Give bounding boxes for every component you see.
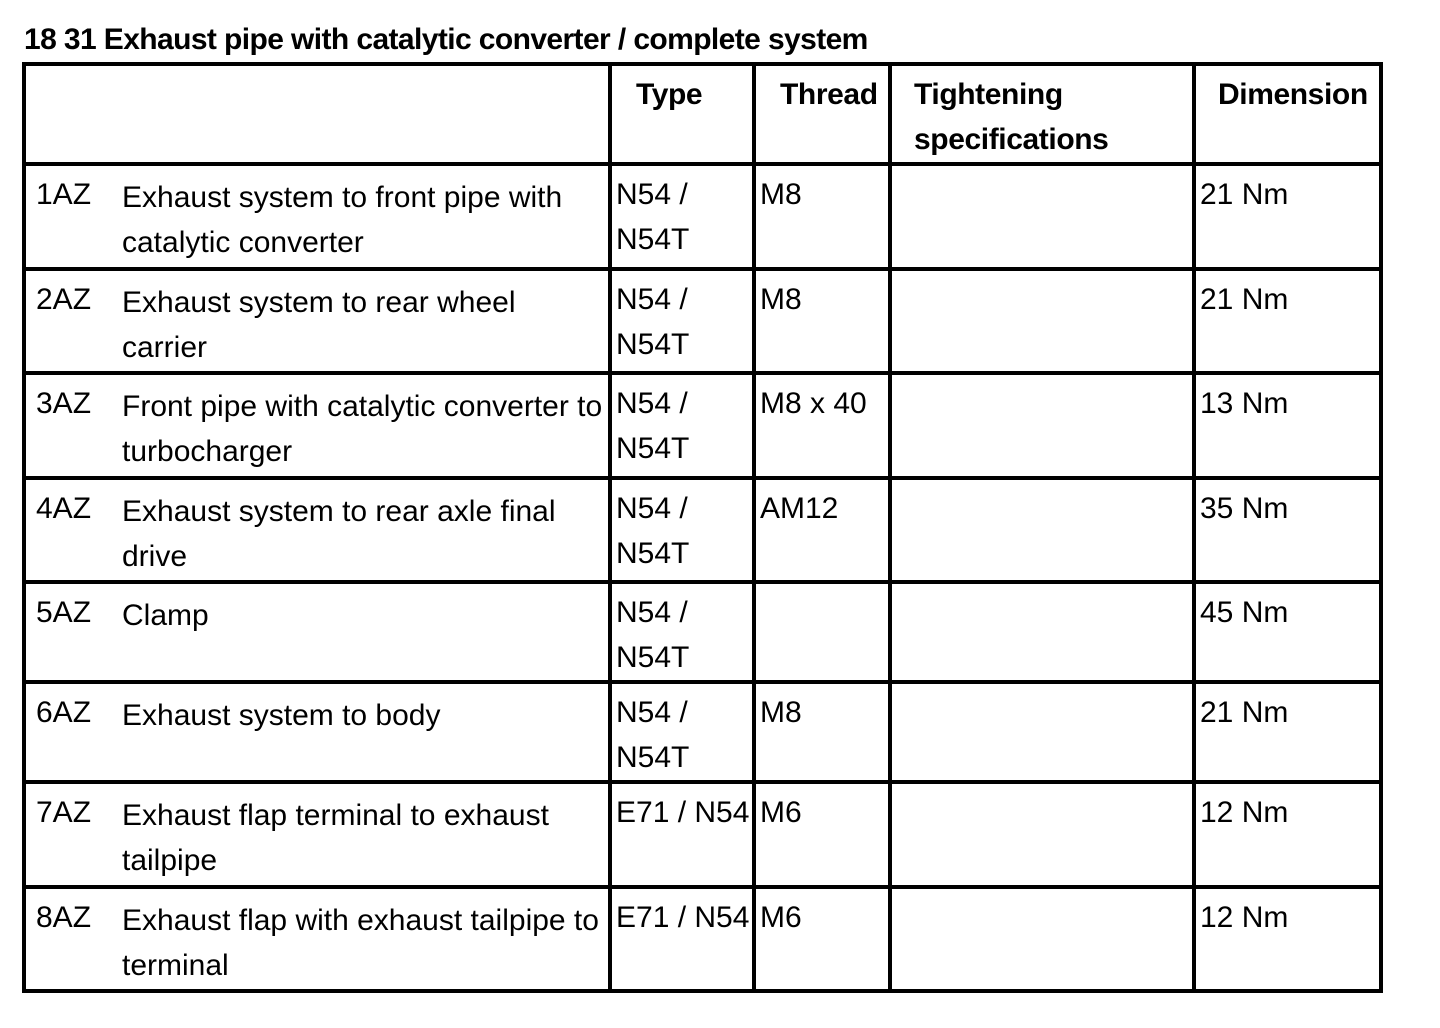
thread-cell: M6 bbox=[754, 782, 890, 887]
item-cell bbox=[24, 682, 610, 782]
item-cell bbox=[24, 478, 610, 582]
dimension-cell: 21 Nm bbox=[1194, 269, 1381, 373]
table-row bbox=[24, 373, 1381, 478]
table-row bbox=[24, 782, 1381, 887]
thread-cell bbox=[754, 582, 890, 682]
tightening-cell bbox=[890, 682, 1194, 782]
thread-cell: M8 bbox=[754, 164, 890, 269]
table-row bbox=[24, 478, 1381, 582]
item-code: 5AZ bbox=[36, 596, 92, 629]
item-description: Front pipe with catalytic converter to turbocharger bbox=[122, 390, 603, 468]
thread-cell: M6 bbox=[754, 887, 890, 991]
item-cell bbox=[24, 887, 610, 991]
item-description: Exhaust flap terminal to exhaust tailpipe bbox=[122, 799, 549, 877]
type-cell: N54 / N54T bbox=[610, 164, 754, 269]
dimension-cell: 13 Nm bbox=[1194, 373, 1381, 478]
item-description: Clamp bbox=[122, 599, 209, 632]
table-row bbox=[24, 582, 1381, 682]
item-cell bbox=[24, 164, 610, 269]
item-description: Exhaust system to rear axle final drive bbox=[122, 495, 556, 573]
type-cell: N54 / N54T bbox=[610, 682, 754, 782]
tightening-cell bbox=[890, 164, 1194, 269]
dimension-cell: 21 Nm bbox=[1194, 682, 1381, 782]
header-type: Type bbox=[610, 64, 754, 164]
thread-cell: M8 bbox=[754, 682, 890, 782]
tightening-cell bbox=[890, 478, 1194, 582]
type-cell: N54 / N54T bbox=[610, 582, 754, 682]
table-row bbox=[24, 887, 1381, 991]
item-code: 1AZ bbox=[36, 178, 92, 211]
table-header-row bbox=[24, 64, 1381, 164]
tightening-spec-table bbox=[22, 62, 1383, 993]
type-cell: N54 / N54T bbox=[610, 373, 754, 478]
item-code: 3AZ bbox=[36, 387, 92, 420]
item-cell bbox=[24, 373, 610, 478]
item-cell bbox=[24, 269, 610, 373]
dimension-cell: 12 Nm bbox=[1194, 782, 1381, 887]
thread-cell: AM12 bbox=[754, 478, 890, 582]
tightening-cell bbox=[890, 582, 1194, 682]
item-code: 6AZ bbox=[36, 696, 92, 729]
item-description: Exhaust system to front pipe with catalytic converter bbox=[122, 181, 563, 259]
type-cell: N54 / N54T bbox=[610, 269, 754, 373]
type-cell: N54 / N54T bbox=[610, 478, 754, 582]
page-title: 18 31 Exhaust pipe with catalytic converter / complete system bbox=[24, 23, 868, 56]
item-code: 2AZ bbox=[36, 283, 92, 316]
tightening-cell bbox=[890, 269, 1194, 373]
item-description: Exhaust system to body bbox=[122, 699, 441, 732]
type-cell: E71 / N54 bbox=[610, 782, 754, 887]
table-row bbox=[24, 164, 1381, 269]
dimension-cell: 21 Nm bbox=[1194, 164, 1381, 269]
item-code: 8AZ bbox=[36, 901, 92, 934]
table-row bbox=[24, 682, 1381, 782]
tightening-cell bbox=[890, 373, 1194, 478]
item-description: Exhaust system to rear wheel carrier bbox=[122, 286, 516, 364]
item-description: Exhaust flap with exhaust tailpipe to terminal bbox=[122, 904, 599, 982]
item-code: 7AZ bbox=[36, 796, 92, 829]
item-cell bbox=[24, 782, 610, 887]
dimension-cell: 45 Nm bbox=[1194, 582, 1381, 682]
type-cell: E71 / N54 bbox=[610, 887, 754, 991]
tightening-cell bbox=[890, 887, 1194, 991]
dimension-cell: 12 Nm bbox=[1194, 887, 1381, 991]
header-thread: Thread bbox=[754, 64, 890, 164]
header-dimension: Dimension bbox=[1194, 64, 1381, 164]
table-row bbox=[24, 269, 1381, 373]
thread-cell: M8 x 40 bbox=[754, 373, 890, 478]
dimension-cell: 35 Nm bbox=[1194, 478, 1381, 582]
tightening-cell bbox=[890, 782, 1194, 887]
item-code: 4AZ bbox=[36, 492, 92, 525]
header-item bbox=[24, 64, 610, 164]
item-cell bbox=[24, 582, 610, 682]
header-tightening: Tightening specifications bbox=[890, 64, 1194, 164]
thread-cell: M8 bbox=[754, 269, 890, 373]
